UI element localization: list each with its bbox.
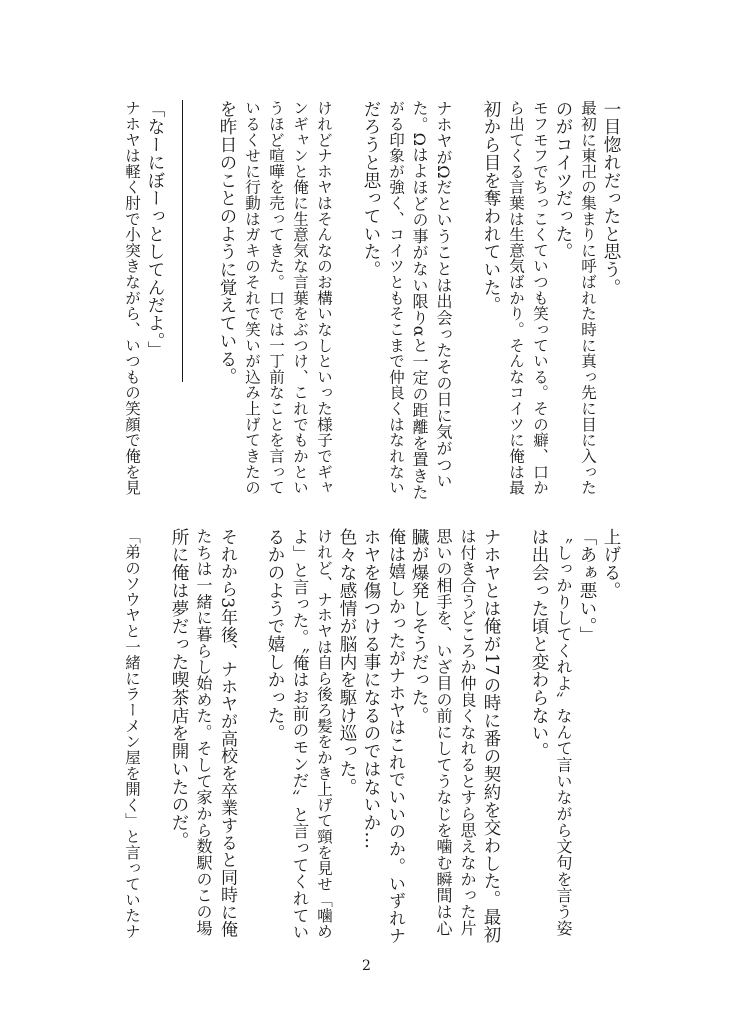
text-column: 「あぁ悪い。」 <box>577 528 597 645</box>
text-column: のがコイツだった。 <box>553 100 573 261</box>
text-column: ホヤを傷つける事になるのではないか… <box>361 528 381 850</box>
text-column: けれど、ナホヤは自ら後ろ髪をかき上げて頸を見せ「噛め <box>315 528 333 940</box>
text-column: 初から目を奪われていた。 <box>481 100 501 315</box>
text-column: けれどナホヤはそんなのお構いなしといった様子でギャ <box>315 100 333 496</box>
text-column: た。Ωはよほどの事がない限りαと一定の距離を置きた <box>410 100 429 501</box>
text-column: 思いの相手を、いざ目の前にしてうなじを噛む瞬間は心 <box>434 528 453 936</box>
text-column: ら出てくる言葉は生意気ばかり。そんなコイツに俺は最 <box>507 100 525 496</box>
text-column: ナホヤは軽く肘で小突きながら、いつもの笑顔で俺を見 <box>123 100 141 496</box>
page-number: 2 <box>362 958 371 974</box>
text-column: 〝しっかりしてくれよ〟なんて言いながら文句を言う姿 <box>554 528 573 936</box>
text-column: 最初に東卍の集まりに呼ばれた時に真っ先に目に入った <box>579 100 597 496</box>
scene-break-rule <box>182 100 183 382</box>
text-column: 「なーにぼーっとしてんだよ。」 <box>145 100 165 359</box>
text-column: 俺は嬉しかったがナホヤはこれでいいのか。いずれナ <box>385 528 405 945</box>
text-column: それから3年後、ナホヤが高校を卒業すると同時に俺 <box>217 528 237 938</box>
text-column: 上げる。 <box>601 528 621 600</box>
text-column: を昨日のことのように覚えている。 <box>217 100 237 386</box>
text-column: 臓が爆発しそうだった。 <box>409 528 429 725</box>
text-column: ナホヤがΩだということは出会ったその日に気がつい <box>434 100 453 489</box>
text-column: は付き合うどころか仲良くなれるとすら思えなかった片 <box>458 528 477 936</box>
text-column: 一目惚れだったと思う。 <box>601 100 621 297</box>
text-column: モフモフでちっこくていつも笑っている。その癖、口か <box>531 100 549 496</box>
text-column: 「弟のソウヤと一緒にラーメン屋を開く」と言っていたナ <box>123 528 141 940</box>
text-column: は出会った頃と変わらない。 <box>529 528 549 761</box>
text-column: ンギャンと俺に生意気な言葉をぶつけ、これでもかとい <box>291 100 309 496</box>
text-block-top <box>0 100 733 500</box>
text-column: だろうと思っていた。 <box>361 100 381 279</box>
text-block-bottom <box>0 528 733 946</box>
text-column: がる印象が強く、コイツともそこまで仲良くはなれない <box>387 100 405 496</box>
text-column: うほど喧嘩を売ってきた。口では一丁前なことを言って <box>267 100 285 496</box>
text-column: よ」と言った。〝俺はお前のモンだ〟と言ってくれてい <box>290 528 309 941</box>
text-column: たちは一緒に暮らし始めた。そして家から数駅のこの場 <box>194 528 213 936</box>
text-column: 色々な感情が脳内を駆け巡った。 <box>337 528 357 796</box>
text-column: 所に俺は夢だった喫茶店を開いたのだ。 <box>169 528 189 850</box>
text-column: いるくせに行動はガキのそれで笑いが込み上げてきたの <box>243 100 261 496</box>
text-column: ナホヤとは俺が17の時に番の契約を交わした。最初 <box>481 528 501 944</box>
text-column: るかのようで嬉しかった。 <box>265 528 285 743</box>
